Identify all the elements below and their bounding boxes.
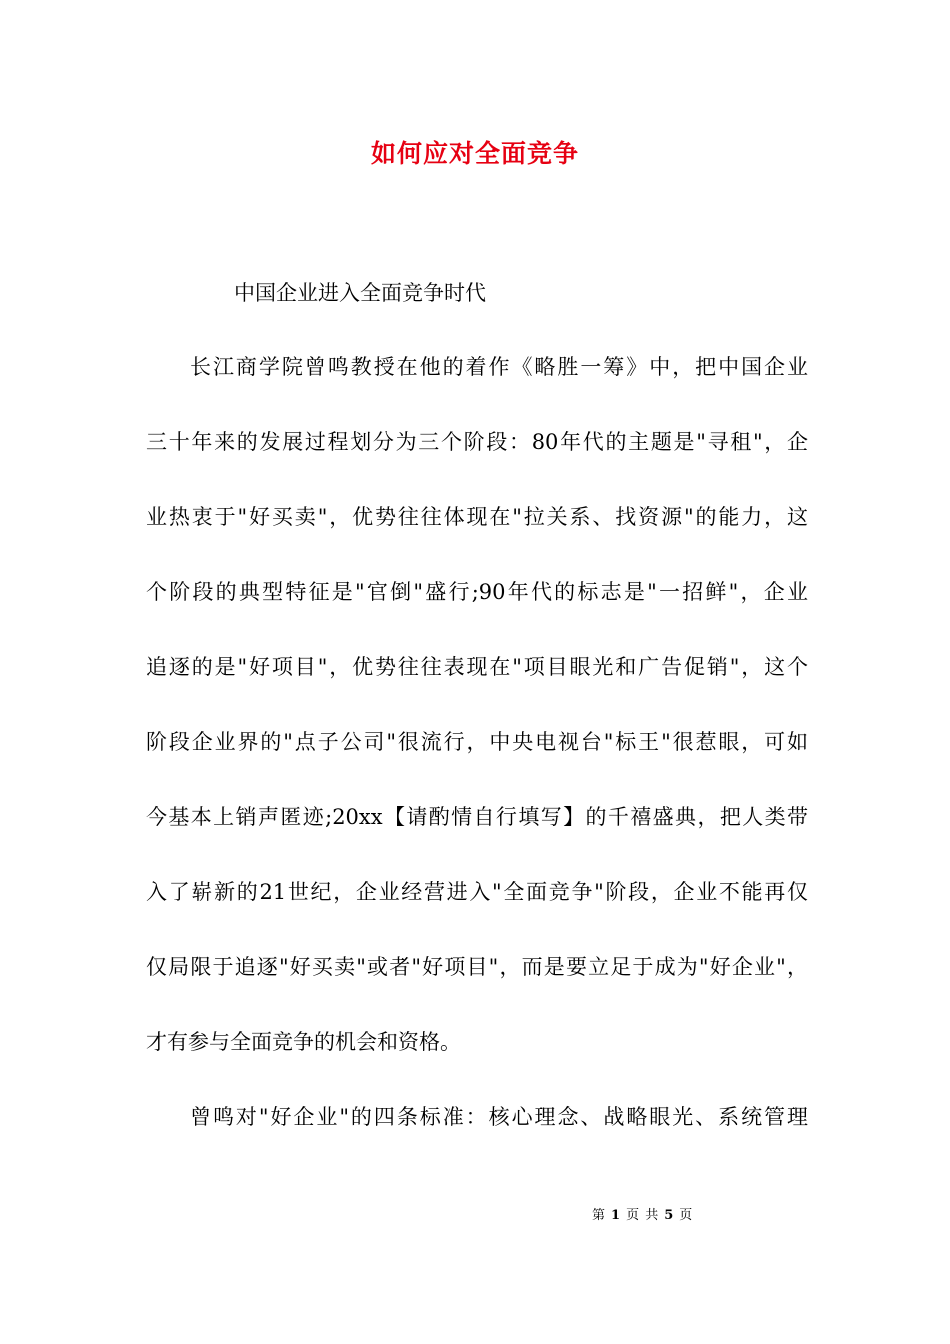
paragraph-line: 曾鸣对"好企业"的四条标准：核心理念、战略眼光、系统管理 xyxy=(190,1105,808,1129)
paragraph-line: 仅局限于追逐"好买卖"或者"好项目"，而是要立足于成为"好企业"， xyxy=(146,955,808,979)
footer-suffix: 页 xyxy=(679,1208,694,1223)
paragraph-line: 今基本上销声匿迹;20xx【请酌情自行填写】的千禧盛典，把人类带 xyxy=(146,805,808,829)
paragraph-line: 追逐的是"好项目"，优势往往表现在"项目眼光和广告促销"，这个 xyxy=(146,655,808,679)
paragraph-line: 业热衷于"好买卖"，优势往往体现在"拉关系、找资源"的能力，这 xyxy=(146,505,808,529)
paragraph-line: 个阶段的典型特征是"官倒"盛行;90年代的标志是"一招鲜"，企业 xyxy=(146,580,808,604)
current-page-number: 1 xyxy=(611,1208,622,1223)
footer-middle: 页 共 xyxy=(626,1208,660,1223)
section-heading: 中国企业进入全面竞争时代 xyxy=(234,281,486,305)
total-page-number: 5 xyxy=(664,1208,675,1223)
paragraph-line: 长江商学院曾鸣教授在他的着作《略胜一筹》中，把中国企业 xyxy=(190,355,808,379)
paragraph-line: 才有参与全面竞争的机会和资格。 xyxy=(146,1030,461,1054)
page-number-label xyxy=(592,1206,693,1226)
footer-prefix: 第 xyxy=(592,1208,607,1223)
document-title: 如何应对全面竞争 xyxy=(370,139,579,168)
paragraph-line: 阶段企业界的"点子公司"很流行，中央电视台"标王"很惹眼，可如 xyxy=(146,730,808,754)
paragraph-line: 入了崭新的21世纪，企业经营进入"全面竞争"阶段，企业不能再仅 xyxy=(146,880,808,904)
paragraph-line: 三十年来的发展过程划分为三个阶段：80年代的主题是"寻租"，企 xyxy=(146,430,808,454)
